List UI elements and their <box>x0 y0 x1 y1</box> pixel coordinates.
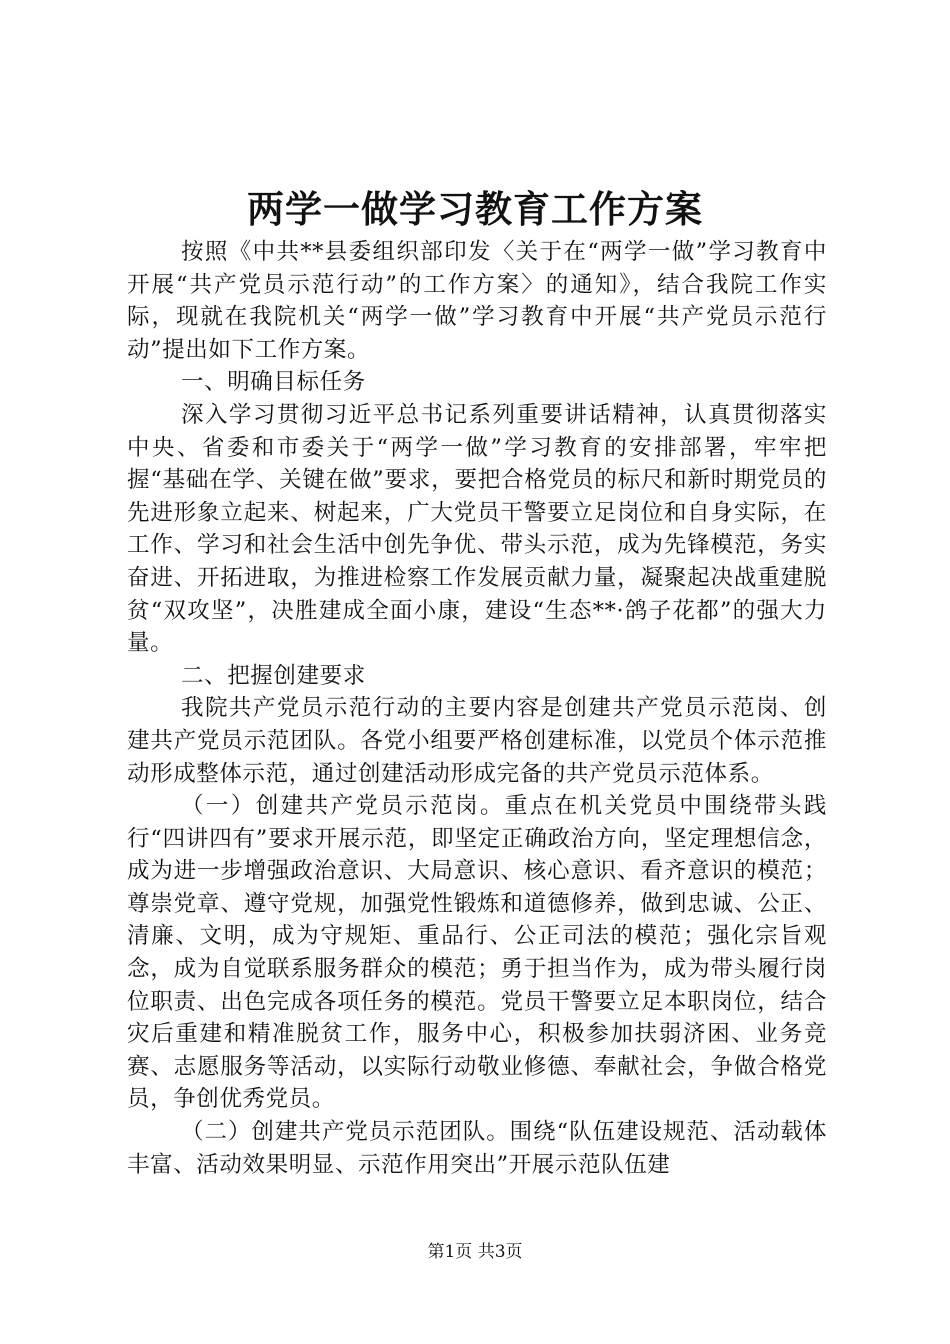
section-2-paragraph: 我院共产党员示范行动的主要内容是创建共产党员示范岗、创建共产党员示范团队。各党小组要严格创建标准，以党员个体示范推动形成整体示范，通过创建活动形成完备的共产党员示范体系。 <box>127 695 827 787</box>
intro-paragraph: 按照《中共**县委组织部印发〈关于在“两学一做”学习教育中开展“共产党员示范行动”的工作方案〉的通知》，结合我院工作实际，现就在我院机关“两学一做”学习教育中开展“共产党员示范行动”提出如下工作方案。 <box>127 239 827 363</box>
document-body <box>127 236 827 1181</box>
page-footer: 第1页 共3页 <box>427 1242 523 1262</box>
document-title: 两学一做学习教育工作方案 <box>247 187 703 231</box>
section-1-paragraph: 深入学习贯彻习近平总书记系列重要讲话精神，认真贯彻落实中央、省委和市委关于“两学一做”学习教育的安排部署，牢牢把握“基础在学、关键在做”要求，要把合格党员的标尺和新时期党员的先进形象立起来、树起来，广大党员干警要立足岗位和自身实际，在工作、学习和社会生活中创先争优、带头示范，成为先锋模范，务实奋进、开拓进取，为推进检察工作发展贡献力量，凝聚起决战重建脱贫“双攻坚”，决胜建成全面小康，建设“生态**·鸽子花都”的强大力量。 <box>127 401 827 657</box>
section-heading-2: 二、把握创建要求 <box>181 662 366 689</box>
subsection-2-paragraph: （二）创建共产党员示范团队。围绕“队伍建设规范、活动载体丰富、活动效果明显、示范作用突出”开展示范队伍建 <box>127 1119 827 1178</box>
section-heading-1: 一、明确目标任务 <box>181 369 366 396</box>
subsection-1-paragraph: （一）创建共产党员示范岗。重点在机关党员中围绕带头践行“四讲四有”要求开展示范，即坚定正确政治方向，坚定理想信念，成为进一步增强政治意识、大局意识、核心意识、看齐意识的模范；尊崇党章、遵守党规，加强党性锻炼和道德修养，做到忠诚、公正、清廉、文明，成为守规矩、重品行、公正司法的模范；强化宗旨观念，成为自觉联系服务群众的模范；勇于担当作为，成为带头履行岗位职责、出色完成各项任务的模范。党员干警要立足本职岗位，结合灾后重建和精准脱贫工作，服务中心，积极参加扶弱济困、业务竞赛、志愿服务等活动，以实际行动敬业修德、奉献社会，争做合格党员，争创优秀党员。 <box>127 793 827 1113</box>
